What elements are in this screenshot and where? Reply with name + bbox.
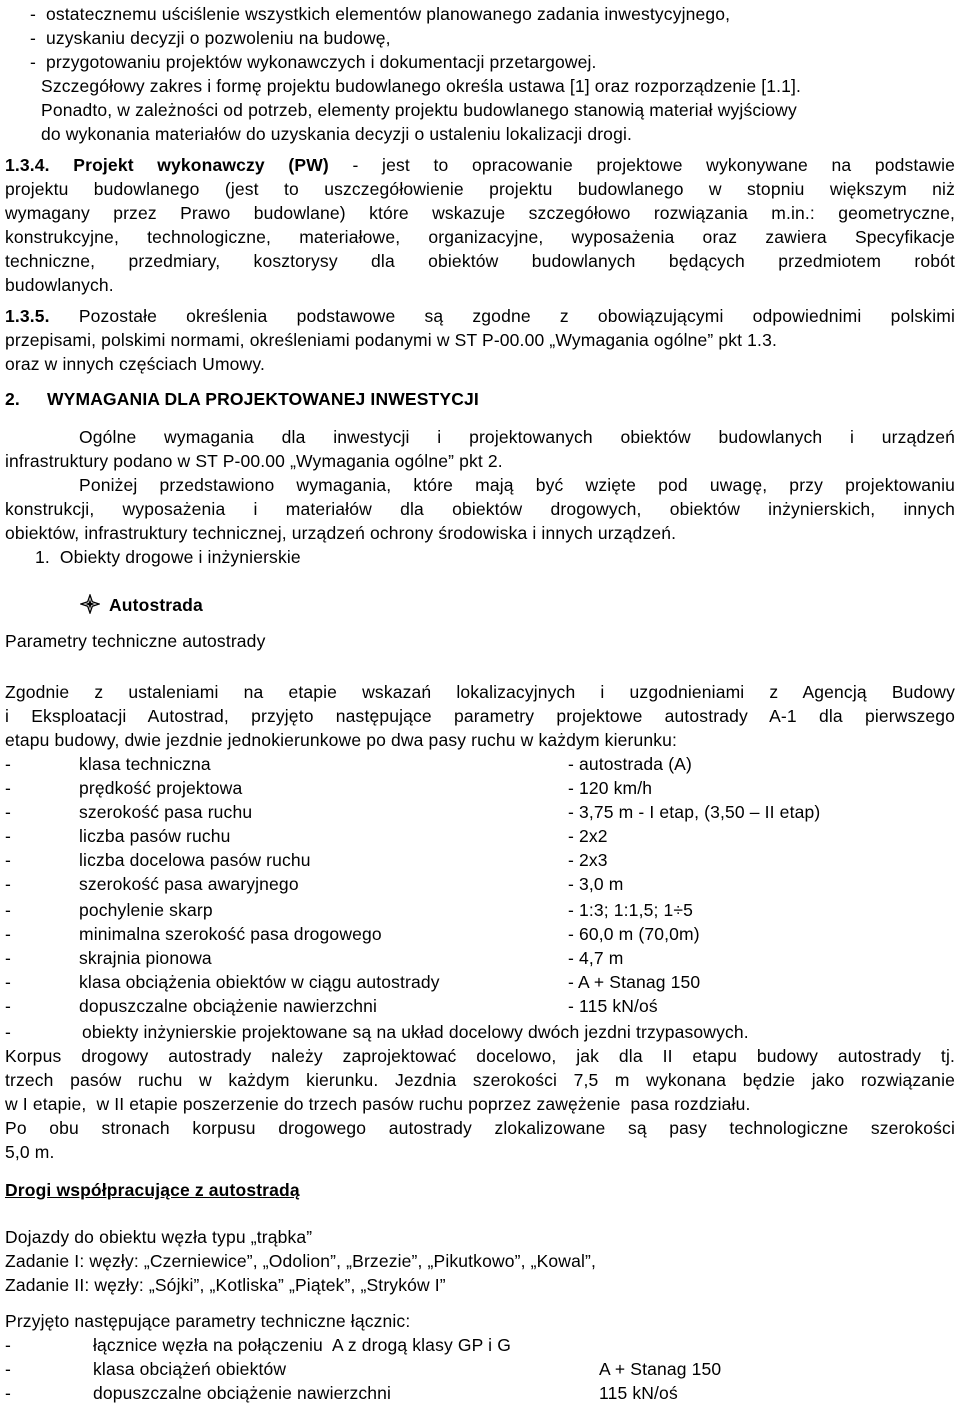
parameter-row: [0, 994, 960, 1018]
section-number: 1.3.4.: [5, 155, 50, 175]
parameter-row: [0, 898, 960, 922]
parameter-value: A + Stanag 150: [599, 1359, 722, 1379]
paragraph-line: budowlanych.: [5, 275, 114, 295]
dash-marker: -: [5, 802, 11, 822]
subsection-subheading: Parametry techniczne autostrady: [5, 631, 266, 651]
parameter-row: [0, 1357, 960, 1381]
paragraph-line: 5,0 m.: [5, 1142, 55, 1162]
bullet-line: - ostatecznemu uściślenie wszystkich elementów planowanego zadania inwestycyjnego,: [30, 4, 731, 24]
paragraph-line: Ogólne wymagania dla inwestycji i projektowanych obiektów budowlanych i urządzeń: [79, 427, 955, 447]
paragraph-line: projektu budowlanego (jest to uszczegółowienie projektu budowlanego w stopniu większym niż: [5, 179, 955, 199]
paragraph-line: Po obu stronach korpusu drogowego autostrady zlokalizowane są pasy technologiczne szerokości: [5, 1118, 955, 1138]
parameter-value: - autostrada (A): [568, 754, 692, 774]
paragraph-line: obiektów, infrastruktury technicznej, urządzeń ochrony środowiska i innych urządzeń.: [5, 523, 677, 543]
parameter-note: obiekty inżynierskie projektowane są na układ docelowy dwóch jezdni trzypasowych.: [82, 1022, 749, 1042]
dash-marker: -: [5, 826, 11, 846]
parameter-row: [0, 776, 960, 800]
parameter-value: - 1:3; 1:1,5; 1÷5: [568, 900, 694, 920]
parameter-label: liczba pasów ruchu: [79, 826, 231, 846]
dash-marker: -: [5, 924, 11, 944]
bullet-line: - uzyskaniu decyzji o pozwoleniu na budowę,: [30, 28, 391, 48]
parameter-label: klasa techniczna: [79, 754, 211, 774]
parameter-value: - 2x2: [568, 826, 608, 846]
paragraph-line: Korpus drogowy autostrady należy zaprojektować docelowo, jak dla II etapu budowy autostrady tj.: [5, 1046, 955, 1066]
dash-marker: -: [5, 754, 11, 774]
parameter-value: - 4,7 m: [568, 948, 624, 968]
parameter-label: szerokość pasa awaryjnego: [79, 874, 299, 894]
section-number: 1.3.5.: [5, 306, 50, 326]
paragraph-line: Szczegółowy zakres i formę projektu budowlanego określa ustawa [1] oraz rozporządzenie [1.1].: [41, 76, 802, 96]
parameter-label: łącznice węzła na połączeniu A z drogą klasy GP i G: [93, 1335, 511, 1355]
parameter-label: minimalna szerokość pasa drogowego: [79, 924, 382, 944]
paragraph-line: Ponadto, w zależności od potrzeb, elementy projektu budowlanego stanowią materiał wyjściowy: [41, 100, 797, 120]
paragraph-line: etapu budowy, dwie jezdnie jednokierunkowe po dwa pasy ruchu w każdym kierunku:: [5, 730, 678, 750]
subsection-heading: Drogi współpracujące z autostradą: [5, 1180, 300, 1200]
parameter-row: [0, 824, 960, 848]
paragraph-line: Przyjęto następujące parametry techniczne łącznic:: [5, 1311, 411, 1331]
numbered-list-item: 1. Obiekty drogowe i inżynierskie: [35, 547, 301, 567]
parameter-row: [0, 1020, 960, 1044]
paragraph-line: Poniżej przedstawiono wymagania, które mają być wzięte pod uwagę, przy projektowaniu: [79, 475, 955, 495]
dash-marker: -: [5, 850, 11, 870]
dash-marker: -: [5, 778, 11, 798]
parameter-value: - A + Stanag 150: [568, 972, 701, 992]
parameter-row: [0, 970, 960, 994]
paragraph-line: i Eksploatacji Autostrad, przyjęto następujące parametry projektowe autostrady A-1 dla pierwszego: [5, 706, 955, 726]
paragraph-line: infrastruktury podano w ST P-00.00 „Wymagania ogólne” pkt 2.: [5, 451, 503, 471]
paragraph-line: Zadanie I: węzły: „Czerniewice”, „Odolion”, „Brzezie”, „Pikutkowo”, „Kowal”,: [5, 1251, 597, 1271]
paragraph-line: wymagany przez Prawo budowlane) które wskazuje szczegółowo rozwiązania m.in.: geometryczne,: [5, 203, 955, 223]
parameter-label: prędkość projektowa: [79, 778, 243, 798]
parameter-row: [0, 1381, 960, 1405]
dash-marker: -: [5, 900, 11, 920]
parameter-row: [0, 1333, 960, 1357]
definition-135: [5, 304, 955, 328]
section-heading: WYMAGANIA DLA PROJEKTOWANEJ INWESTYCJI: [47, 389, 479, 409]
parameter-label: skrajnia pionowa: [79, 948, 212, 968]
parameter-value: - 3,75 m - I etap, (3,50 – II etap): [568, 802, 821, 822]
dash-marker: -: [5, 1022, 11, 1042]
paragraph-line: do wykonania materiałów do uzyskania decyzji o ustaleniu lokalizacji drogi.: [41, 124, 632, 144]
paragraph-line: w I etapie, w II etapie poszerzenie do trzech pasów ruchu poprzez zawężenie pasa rozdziału.: [5, 1094, 751, 1114]
paragraph-line: konstrukcyjne, technologiczne, materiałowe, organizacyjne, wyposażenia oraz zawiera Specyfikacje: [5, 227, 955, 247]
parameter-row: [0, 872, 960, 896]
section-number: 2.: [5, 389, 20, 409]
definition-text: Pozostałe określenia podstawowe są zgodne z obowiązującymi odpowiednimi polskimi: [49, 306, 955, 326]
paragraph-line: techniczne, przedmiary, kosztorysy dla obiektów budowlanych będących przedmiotem robót: [5, 251, 955, 271]
parameter-value: - 120 km/h: [568, 778, 653, 798]
subsection-heading: Autostrada: [109, 595, 203, 615]
bullet-line: - przygotowaniu projektów wykonawczych i dokumentacji przetargowej.: [30, 52, 597, 72]
definition-134: [5, 153, 955, 177]
paragraph-line: Dojazdy do obiektu węzła typu „trąbka”: [5, 1227, 313, 1247]
paragraph-line: Zgodnie z ustaleniami na etapie wskazań lokalizacyjnych i uzgodnieniami z Agencją Budowy: [5, 682, 955, 702]
definition-text: - jest to opracowanie projektowe wykonywane na podstawie: [328, 155, 955, 175]
dash-marker: -: [5, 874, 11, 894]
parameter-value: - 115 kN/oś: [568, 996, 658, 1016]
parameter-row: [0, 800, 960, 824]
paragraph-line: konstrukcji, wyposażenia i materiałów dla obiektów drogowych, obiektów inżynierskich, innych: [5, 499, 955, 519]
parameter-row: [0, 752, 960, 776]
paragraph-line: trzech pasów ruchu w każdym kierunku. Jezdnia szerokości 7,5 m wykonana będzie jako rozwiązanie: [5, 1070, 955, 1090]
dash-marker: -: [5, 948, 11, 968]
parameter-label: szerokość pasa ruchu: [79, 802, 253, 822]
dash-marker: -: [5, 1335, 11, 1355]
parameter-row: [0, 922, 960, 946]
parameter-row: [0, 946, 960, 970]
parameter-label: dopuszczalne obciążenie nawierzchni: [93, 1383, 392, 1403]
parameter-row: [0, 848, 960, 872]
dash-marker: -: [5, 1383, 11, 1403]
parameter-label: liczba docelowa pasów ruchu: [79, 850, 311, 870]
parameter-label: dopuszczalne obciążenie nawierzchni: [79, 996, 378, 1016]
dash-marker: -: [5, 996, 11, 1016]
parameter-value: 115 kN/oś: [599, 1383, 678, 1403]
paragraph-line: Zadanie II: węzły: „Sójki”, „Kotliska” „Piątek”, „Stryków I”: [5, 1275, 446, 1295]
dash-marker: -: [5, 1359, 11, 1379]
parameter-value: - 3,0 m: [568, 874, 624, 894]
paragraph-line: oraz w innych częściach Umowy.: [5, 354, 265, 374]
defined-term: Projekt wykonawczy (PW): [73, 155, 329, 175]
dash-marker: -: [5, 972, 11, 992]
parameter-label: klasa obciążeń obiektów: [93, 1359, 287, 1379]
parameter-label: pochylenie skarp: [79, 900, 213, 920]
parameter-value: - 2x3: [568, 850, 608, 870]
diamond-bullet-icon: [80, 594, 100, 614]
paragraph-line: przepisami, polskimi normami, określeniami podanymi w ST P-00.00 „Wymagania ogólne” pkt 1.3.: [5, 330, 777, 350]
parameter-label: klasa obciążenia obiektów w ciągu autostrady: [79, 972, 440, 992]
parameter-value: - 60,0 m (70,0m): [568, 924, 700, 944]
